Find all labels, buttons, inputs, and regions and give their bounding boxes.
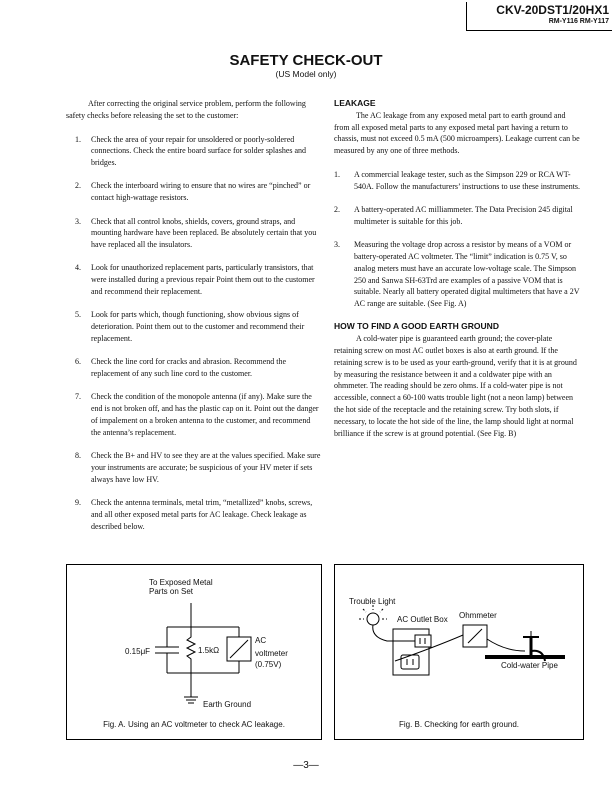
page-number: —3— — [293, 760, 319, 771]
list-item: 7. Check the condition of the monopole antenna (if any). Make sure the end is not broken off, and has the plastic cap on it. Point out the danger of impalement on a broken antenna to the customer, and recommend the antenna’s replacement. — [75, 392, 319, 437]
list-item: 6. Check the line cord for cracks and abrasion. Recommend the replacement of any such line cord to the customer. — [75, 357, 287, 379]
water-pipe-label: Cold-water Pipe — [501, 661, 558, 670]
figure-b — [334, 564, 584, 740]
fig-a-caption: Fig. A. Using an AC voltmeter to check AC leakage. — [103, 720, 285, 729]
intro-paragraph: After correcting the original service problem, perform the following safety checks before releasing the set to the customer: — [66, 99, 306, 120]
leakage-methods-list — [334, 169, 582, 310]
figure-a — [66, 564, 322, 740]
meter-label-1: AC — [255, 636, 267, 645]
fig-a-label-top-1: To Exposed Metal — [149, 578, 213, 587]
page-subtitle: (US Model only) — [275, 69, 337, 79]
page-title: SAFETY CHECK-OUT — [229, 52, 383, 69]
right-column — [334, 98, 582, 451]
earth-ground-paragraph: A cold-water pipe is guaranteed earth ground; the cover-plate retaining screw on most AC outlet boxes is also at earth ground. If the retaining screw is to be used as your earth-ground, verify that it is at ground by measuring the resistance between it and a coldwater pipe with an ohmmeter. The reading should be zero ohms. If a cold-water pipe is not accessible, connect a 60-100 watts trouble light (not a neon lamp) between the hot side of the receptacle and the retaining screw. Try both slots, if necessary, to locate the hot side of the line, the lamp should light at normal brilliance if the screw is at ground potential. (See Fig. B) — [334, 334, 577, 438]
list-item: 9. Check the antenna terminals, metal trim, “metallized” knobs, screws, and all other exposed metal parts for AC leakage. Check leakage as described below. — [75, 497, 313, 531]
leakage-paragraph: The AC leakage from any exposed metal part to earth ground and from all exposed metal parts to any exposed metal part having a return to chassis, must not exceed 0.5 mA (500 microampers). Leakage current can be measured by any one of three methods. — [334, 110, 580, 156]
list-item: 1. A commercial leakage tester, such as the Simpson 229 or RCA WT-540A. Follow the manufacturers’ instructions to use these instruments. — [334, 169, 581, 191]
resistor-label: 1.5kΩ — [198, 646, 220, 655]
outlet-box-label: AC Outlet Box — [397, 615, 448, 624]
model-number: CKV-20DST1/20HX1 — [496, 3, 609, 17]
list-item: 2. Check the interboard wiring to ensure that no wires are “pinched” or contact high-wattage resistors. — [75, 181, 311, 203]
earth-ground-heading: HOW TO FIND A GOOD EARTH GROUND — [334, 321, 499, 332]
fig-b-caption: Fig. B. Checking for earth ground. — [398, 720, 520, 729]
ohmmeter-label: Ohmmeter — [459, 611, 497, 620]
trouble-light-label: Trouble Light — [349, 597, 396, 606]
list-item: 3. Measuring the voltage drop across a resistor by means of a VOM or battery-operated AC voltmeter. The “limit” indication is 0.75 V, so analog meters must have an accurate low-voltage scale. The Simpson 250 and Sanwa SH-63Trd are examples of a passive VOM that is suitable. Nearly all battery operated digital multimeters that have a 2V AC range are suitable. (See Fig. A) — [334, 240, 580, 309]
meter-label-3: (0.75V) — [255, 660, 282, 669]
list-item: 2. A battery-operated AC milliammeter. The Data Precision 245 digital multimeter is suitable for this job. — [334, 205, 573, 226]
list-item: 3. Check that all control knobs, shields, covers, ground straps, and mounting hardware have been replaced. Be absolutely certain that you have replaced all the insulators. — [75, 216, 317, 250]
earth-ground-label: Earth Ground — [203, 700, 252, 709]
meter-label-2: voltmeter — [255, 649, 288, 658]
fig-a-label-top-2: Parts on Set — [149, 587, 194, 596]
list-item: 5. Look for parts which, though functioning, show obvious signs of deterioration. Point them out to the customer and recommend their replacement. — [75, 310, 305, 343]
remote-models: RM-Y116 RM-Y117 — [548, 18, 609, 25]
earth-ground-test-diagram — [335, 565, 583, 739]
list-item: 4. Look for unauthorized replacement parts, particularly transistors, that were installed during a previous repair Point them out to the customer and recommend their replacement. — [75, 263, 315, 297]
light-bulb-icon — [367, 613, 379, 625]
model-header-box — [466, 2, 612, 31]
capacitor-label: 0.15μF — [125, 647, 151, 656]
leakage-heading: LEAKAGE — [334, 98, 376, 108]
list-item: 8. Check the B+ and HV to see they are at the values specified. Make sure your instruments are accurate; be suspicious of your HV meter if sets always have low HV. — [75, 451, 321, 484]
list-item: 1. Check the area of your repair for unsoldered or poorly-soldered connections. Check the entire board surface for solder splashes and bridges. — [75, 134, 307, 168]
left-column — [66, 98, 321, 544]
